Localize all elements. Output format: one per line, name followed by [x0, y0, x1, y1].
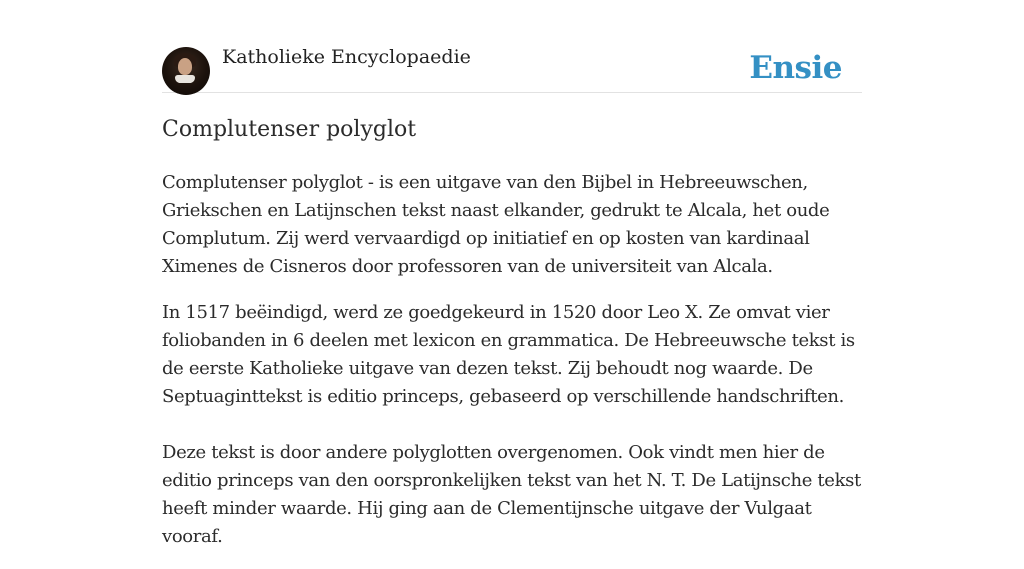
portrait-avatar-icon[interactable] [162, 47, 210, 95]
article-body [162, 169, 862, 569]
avatar-face [178, 58, 192, 75]
article-paragraph: In 1517 beëindigd, werd ze goedgekeurd in 1520 door Leo X. Ze omvat vier foliobanden in 6 deelen met lexicon en grammatica. De Hebreeuwsche tekst is de eerste Katholieke uitgave van dezen tekst. Zij behoudt nog waarde. De Septuaginttekst is editio princeps, gebaseerd op verschillende handschriften. [162, 302, 855, 407]
article-paragraph: Deze tekst is door andere polyglotten overgenomen. Ook vindt men hier de editio princeps van den oorspronkelijken tekst van het N. T. De Latijnsche tekst heeft minder waarde. Hij ging aan de Clementijnsche uitgave der Vulgaat vooraf. [162, 442, 861, 547]
site-name-link[interactable]: Katholieke Encyclopaedie [222, 46, 471, 68]
site-header [162, 0, 862, 93]
article-title: Complutenser polyglot [162, 117, 417, 142]
ensie-logo[interactable]: Ensie [749, 50, 842, 86]
avatar-collar [175, 75, 195, 83]
article-card [162, 0, 862, 547]
article-paragraph: Complutenser polyglot - is een uitgave van den Bijbel in Hebreeuwschen, Griekschen en Latijnschen tekst naast elkander, gedrukt te Alcala, het oude Complutum. Zij werd vervaardigd op initiatief en op kosten van kardinaal Ximenes de Cisneros door professoren van de universiteit van Alcala. [162, 172, 830, 277]
